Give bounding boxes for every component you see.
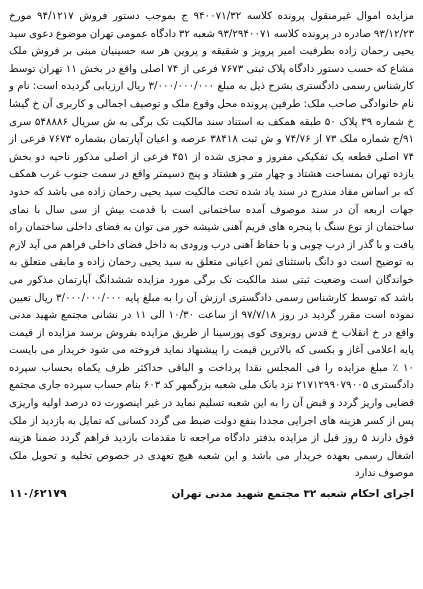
notice-body: مزایده اموال غیرمنقول پرونده کلاسه ۹۴۰۰۷۱/۳۲ ج بموجب دستور فروش ۹۴/۱۲۱۷ مورخ ۹۳/۱۲/۲۳ صادره در پرونده کلاسه ۹۳/۲۹۴۰۰۷۱ شعبه ۳۲ دادگاه عمومی تهران موضوع دعوی سید یحیی رحمان زاده بطرفیت امیر پرویز و شقیقه و پروین هر سه حسینیان مبنی بر فروش ملک مشاع که حسب دستور دادگاه پلاک ثبتی ۷۶۷۳ فرعی از ۷۴ اصلی واقع در بخش ۱۱ تهران توسط کارشناس رسمی دادگستری بشرح ذیل به مبلغ ۳/۰۰۰/۰۰۰/۰۰۰ ریال ارزیابی گردیده است: نام و نام خانوادگی صاحب ملک: طرفین پرونده محل وقوع ملک و توصیف اجمالی و کاربری آن خ گیشا خ شماره ۳۹ پلاک ۵۰ طبقه همکف به استناد سند مالکیت تک برگی به ش سریال ۵۴۸۸۸۶ سری ۹۱/ج شماره ملک ۷۳ از ۷۴/۷۶ و ش ثبت ۳۸۴۱۸ عرصه و اعیان آپارتمان بشماره ۷۶۷۳ فرعی از ۷۴ اصلی قطعه یک تفکیکی مفروز و مجزی شده از ۴۵۱ فرعی از اصلی مذکور ناحیه دو بخش یازده تهران بمساحت هشتاد و چهار متر و هشتاد و پنج دسیمتر واقع در سمت جنوب غرب همکف که بر اساس مفاد مندرج در سند یاد شده تحت مالکیت سید یحیی رحمان زاده می باشد که حدود جهات اربعه آن در سند موصوف آمده ساختمانی است با قدمت بیش از سی سال با نمای ساختمان از نوع سنگ با پنجره های فریم آهنی شیشه خور می توان به فضای داخلی ساختمان راه یافت و با گذر از درب چوبی و با حفاظ آهنی درب ورودی به داخل فضای داخلی فراهم می آید لازم به توضیح است دو دانگ باستثنای ثمن اعیانی متعلق به سید یحیی رحمان زاده و مابقی متعلق به خواندگان است وضعیت ثبتی سند مالکیت تک برگی مورد مزایده ششدانگ آپارتمان مذکور می باشد که توسط کارشناس رسمی دادگستری ارزش آن را به مبلغ پایه ۳/۰۰۰/۰۰۰/۰۰۰ ریال تعیین نموده است مقرر گردید در روز ۹۷/۷/۱۸ از ساعت ۱۰/۳۰ الی ۱۱ در نشانی مجتمع شهید مدنی واقع در خ انقلاب خ قدس روبروی کوی پورسینا از طریق مزایده بفروش برسد مزایده از قیمت پایه اعلامی آغاز و بکسی که بالاترین قیمت را پیشنهاد نماید فروخته می شود خریدار می بایست ۱۰ ٪ مبلغ مزایده را فی المجلس نقدا پرداخت و الباقی حداکثر ظرف یکماه بحساب سپرده دادگستری ۲۱۷۱۲۹۹۰۷۹۰۰۵ نزد بانک ملی شعبه بزرگمهر کد ۶۰۳ بنام حساب سپرده جاری مجتمع قضایی واریز گردد و قبض آن را به این شعبه تسلیم نماید در غیر اینصورت ده درصد اولیه واریزی پس از کسر هزینه های اجرایی مجددا بنفع دولت ضبط می گردد کسانی که تمایل به بازدید از ملک فوق دارند ۵ روز قبل از مزایده بدفتر دادگاه مراجعه تا مقدمات بازدید فراهم گردد ضمنا هزینه اشغال رسمی بعهده خریدار می باشد و این شعبه هیچ تعهدی در خصوص تخلیه و تحویل ملک موصوف ندارد [9, 10, 415, 480]
issuer-signature: اجرای احکام شعبه ۳۲ مجتمع شهید مدنی تهران [171, 488, 414, 501]
notice-footer [9, 485, 414, 503]
notice-code: ۱۱۰/۶۲۱۷۹ [9, 487, 67, 501]
